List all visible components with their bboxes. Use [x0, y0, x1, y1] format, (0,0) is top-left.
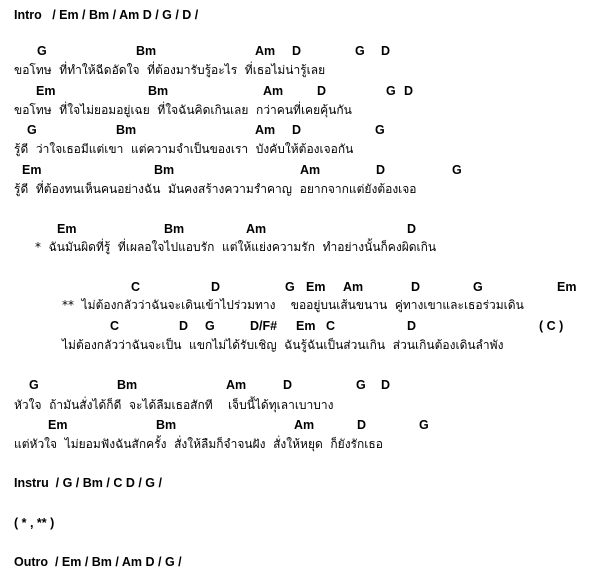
chord: G — [452, 163, 462, 177]
chord: Em — [48, 418, 68, 432]
chord: ( C ) — [539, 319, 564, 333]
chord: Am — [255, 44, 276, 58]
chord: D — [292, 44, 302, 58]
chord: Em — [306, 280, 326, 294]
chord: Bm — [136, 44, 157, 58]
chord: G — [355, 44, 365, 58]
chord: G — [205, 319, 215, 333]
chord: Am — [255, 123, 276, 137]
chord: Bm — [116, 123, 137, 137]
chord: Em — [557, 280, 577, 294]
chord: D/F# — [250, 319, 278, 333]
lyric-line: รู้ดี ที่ต้องทนเห็นคนอย่างฉัน มันคงสร้างความรำคาญ อยากจากแต่ยังต้องเจอ — [14, 182, 417, 196]
chord: Em — [22, 163, 42, 177]
chord: D — [211, 280, 221, 294]
chord: G — [375, 123, 385, 137]
chord: D — [381, 378, 391, 392]
chord: D — [404, 84, 414, 98]
chord: D — [381, 44, 391, 58]
lyric-line: ขอโทษ ที่ใจไม่ยอมอยู่เฉย ที่ใจฉันคิดเกินเลย กว่าคนที่เคยคุ้นกัน — [14, 103, 352, 117]
chord: G — [27, 123, 37, 137]
lyric-line: ไม่ต้องกลัวว่าฉันจะเป็น แขกไม่ได้รับเชิญ ฉันรู้ฉันเป็นส่วนเกิน ส่วนเกินต้องเดินลำพัง — [62, 338, 504, 352]
chord: Bm — [148, 84, 169, 98]
chord: D — [179, 319, 189, 333]
chord: Em — [296, 319, 316, 333]
chord: G — [419, 418, 429, 432]
chord: D — [407, 222, 417, 236]
chord: D — [376, 163, 386, 177]
chord: G — [386, 84, 396, 98]
chord: D — [407, 319, 417, 333]
chord: Am — [343, 280, 364, 294]
chord: C — [326, 319, 336, 333]
chord: Bm — [164, 222, 185, 236]
intro-line: Intro / Em / Bm / Am D / G / D / — [14, 8, 199, 22]
instru-line: Instru / G / Bm / C D / G / — [14, 476, 162, 490]
chord: Bm — [154, 163, 175, 177]
chord: G — [37, 44, 47, 58]
lyric-line: หัวใจ ถ้ามันสั่งได้ก็ดี จะได้ลืมเธอสักที เจ็บนี้ได้ทุเลาเบาบาง — [14, 398, 334, 412]
chord: C — [110, 319, 120, 333]
chord: Em — [57, 222, 77, 236]
lyric-line: ** ไม่ต้องกลัวว่าฉันจะเดินเข้าไปร่วมทาง ขออยู่บนเส้นขนาน คู่ทางเขาและเธอร่วมเดิน — [62, 298, 524, 312]
chord: D — [357, 418, 367, 432]
chord: D — [317, 84, 327, 98]
chord: Am — [300, 163, 321, 177]
chord: G — [285, 280, 295, 294]
chord: Am — [226, 378, 247, 392]
chord: Am — [263, 84, 284, 98]
lyric-line: แต่หัวใจ ไม่ยอมฟังฉันสักครั้ง สั่งให้ลืมก็จำจนฝัง สั่งให้หยุด ก็ยังรักเธอ — [14, 437, 383, 451]
chord: Bm — [117, 378, 138, 392]
chord: D — [292, 123, 302, 137]
repeat-line: ( * , ** ) — [14, 516, 55, 530]
chord: Am — [294, 418, 315, 432]
lyric-line: ขอโทษ ที่ทำให้ฉีดอัดใจ ที่ต้องมารับรู้อะไร ที่เธอไม่น่ารู้เลย — [14, 63, 326, 77]
chord: D — [283, 378, 293, 392]
lyric-line: รู้ดี ว่าใจเธอมีแต่เขา แต่ความจำเป็นของเรา บังคับให้ต้องเจอกัน — [14, 142, 354, 156]
lyric-line: * ฉันมันผิดที่รู้ ที่เผลอใจไปแอบรัก แต่ให้แย่งความรัก ทำอย่างนั้นก็คงผิดเกิน — [35, 240, 437, 254]
chord: G — [356, 378, 366, 392]
chord: G — [29, 378, 39, 392]
outro-line: Outro / Em / Bm / Am D / G / — [14, 555, 182, 569]
chord: Em — [36, 84, 56, 98]
chord: C — [131, 280, 141, 294]
chord: D — [411, 280, 421, 294]
chord: Bm — [156, 418, 177, 432]
chord: Am — [246, 222, 267, 236]
chord: G — [473, 280, 483, 294]
